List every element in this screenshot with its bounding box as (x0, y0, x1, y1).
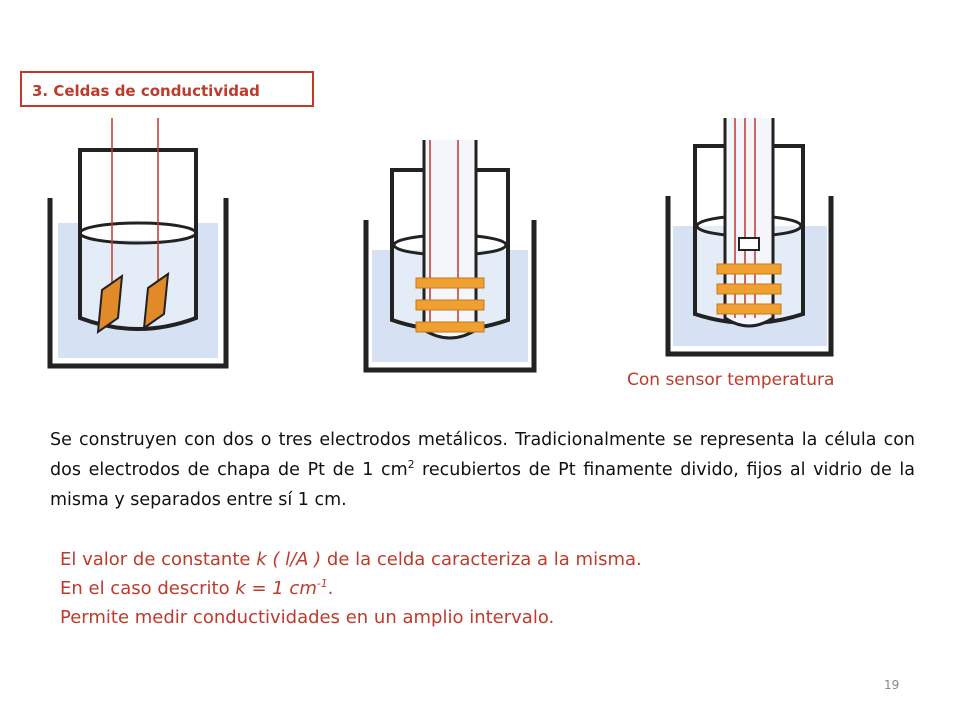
highlight-line-3: Permite medir conductividades en un amplio intervalo. (60, 607, 555, 628)
page-number: 19 (884, 678, 900, 692)
sensor-caption: Con sensor temperatura (627, 370, 835, 390)
paragraph-part-2: recubiertos de Pt finamente divido, fijos al vidrio de la misma y separados entre sí 1 cm. (50, 460, 915, 510)
paragraph-part-1: Se construyen con dos o tres electrodos metálicos. Tradicionalmente se representa la célula con dos electrodos de chapa de Pt de 1 cm (50, 430, 915, 480)
highlight-block (60, 545, 760, 632)
line1-variable: k ( l/A ) (256, 549, 322, 570)
highlight-line-1 (60, 545, 760, 574)
line1-text-a: El valor de constante (60, 549, 257, 570)
conductivity-cell-sensor-figure (663, 118, 843, 368)
conductivity-cell-plates-figure (40, 118, 260, 378)
description-paragraph (50, 425, 915, 515)
line1-text-b: de la celda caracteriza a la misma. (321, 549, 642, 570)
line2-text-a: En el caso descrito (60, 578, 236, 599)
conductivity-cell-rings-figure (360, 140, 540, 380)
highlight-line-2 (60, 574, 760, 603)
paragraph-superscript: 2 (407, 459, 415, 472)
line2-variable: k = 1 cm (235, 578, 317, 599)
line2-superscript: -1 (316, 577, 328, 590)
section-title: 3. Celdas de conductividad (20, 71, 314, 107)
line2-text-b: . (327, 578, 334, 599)
